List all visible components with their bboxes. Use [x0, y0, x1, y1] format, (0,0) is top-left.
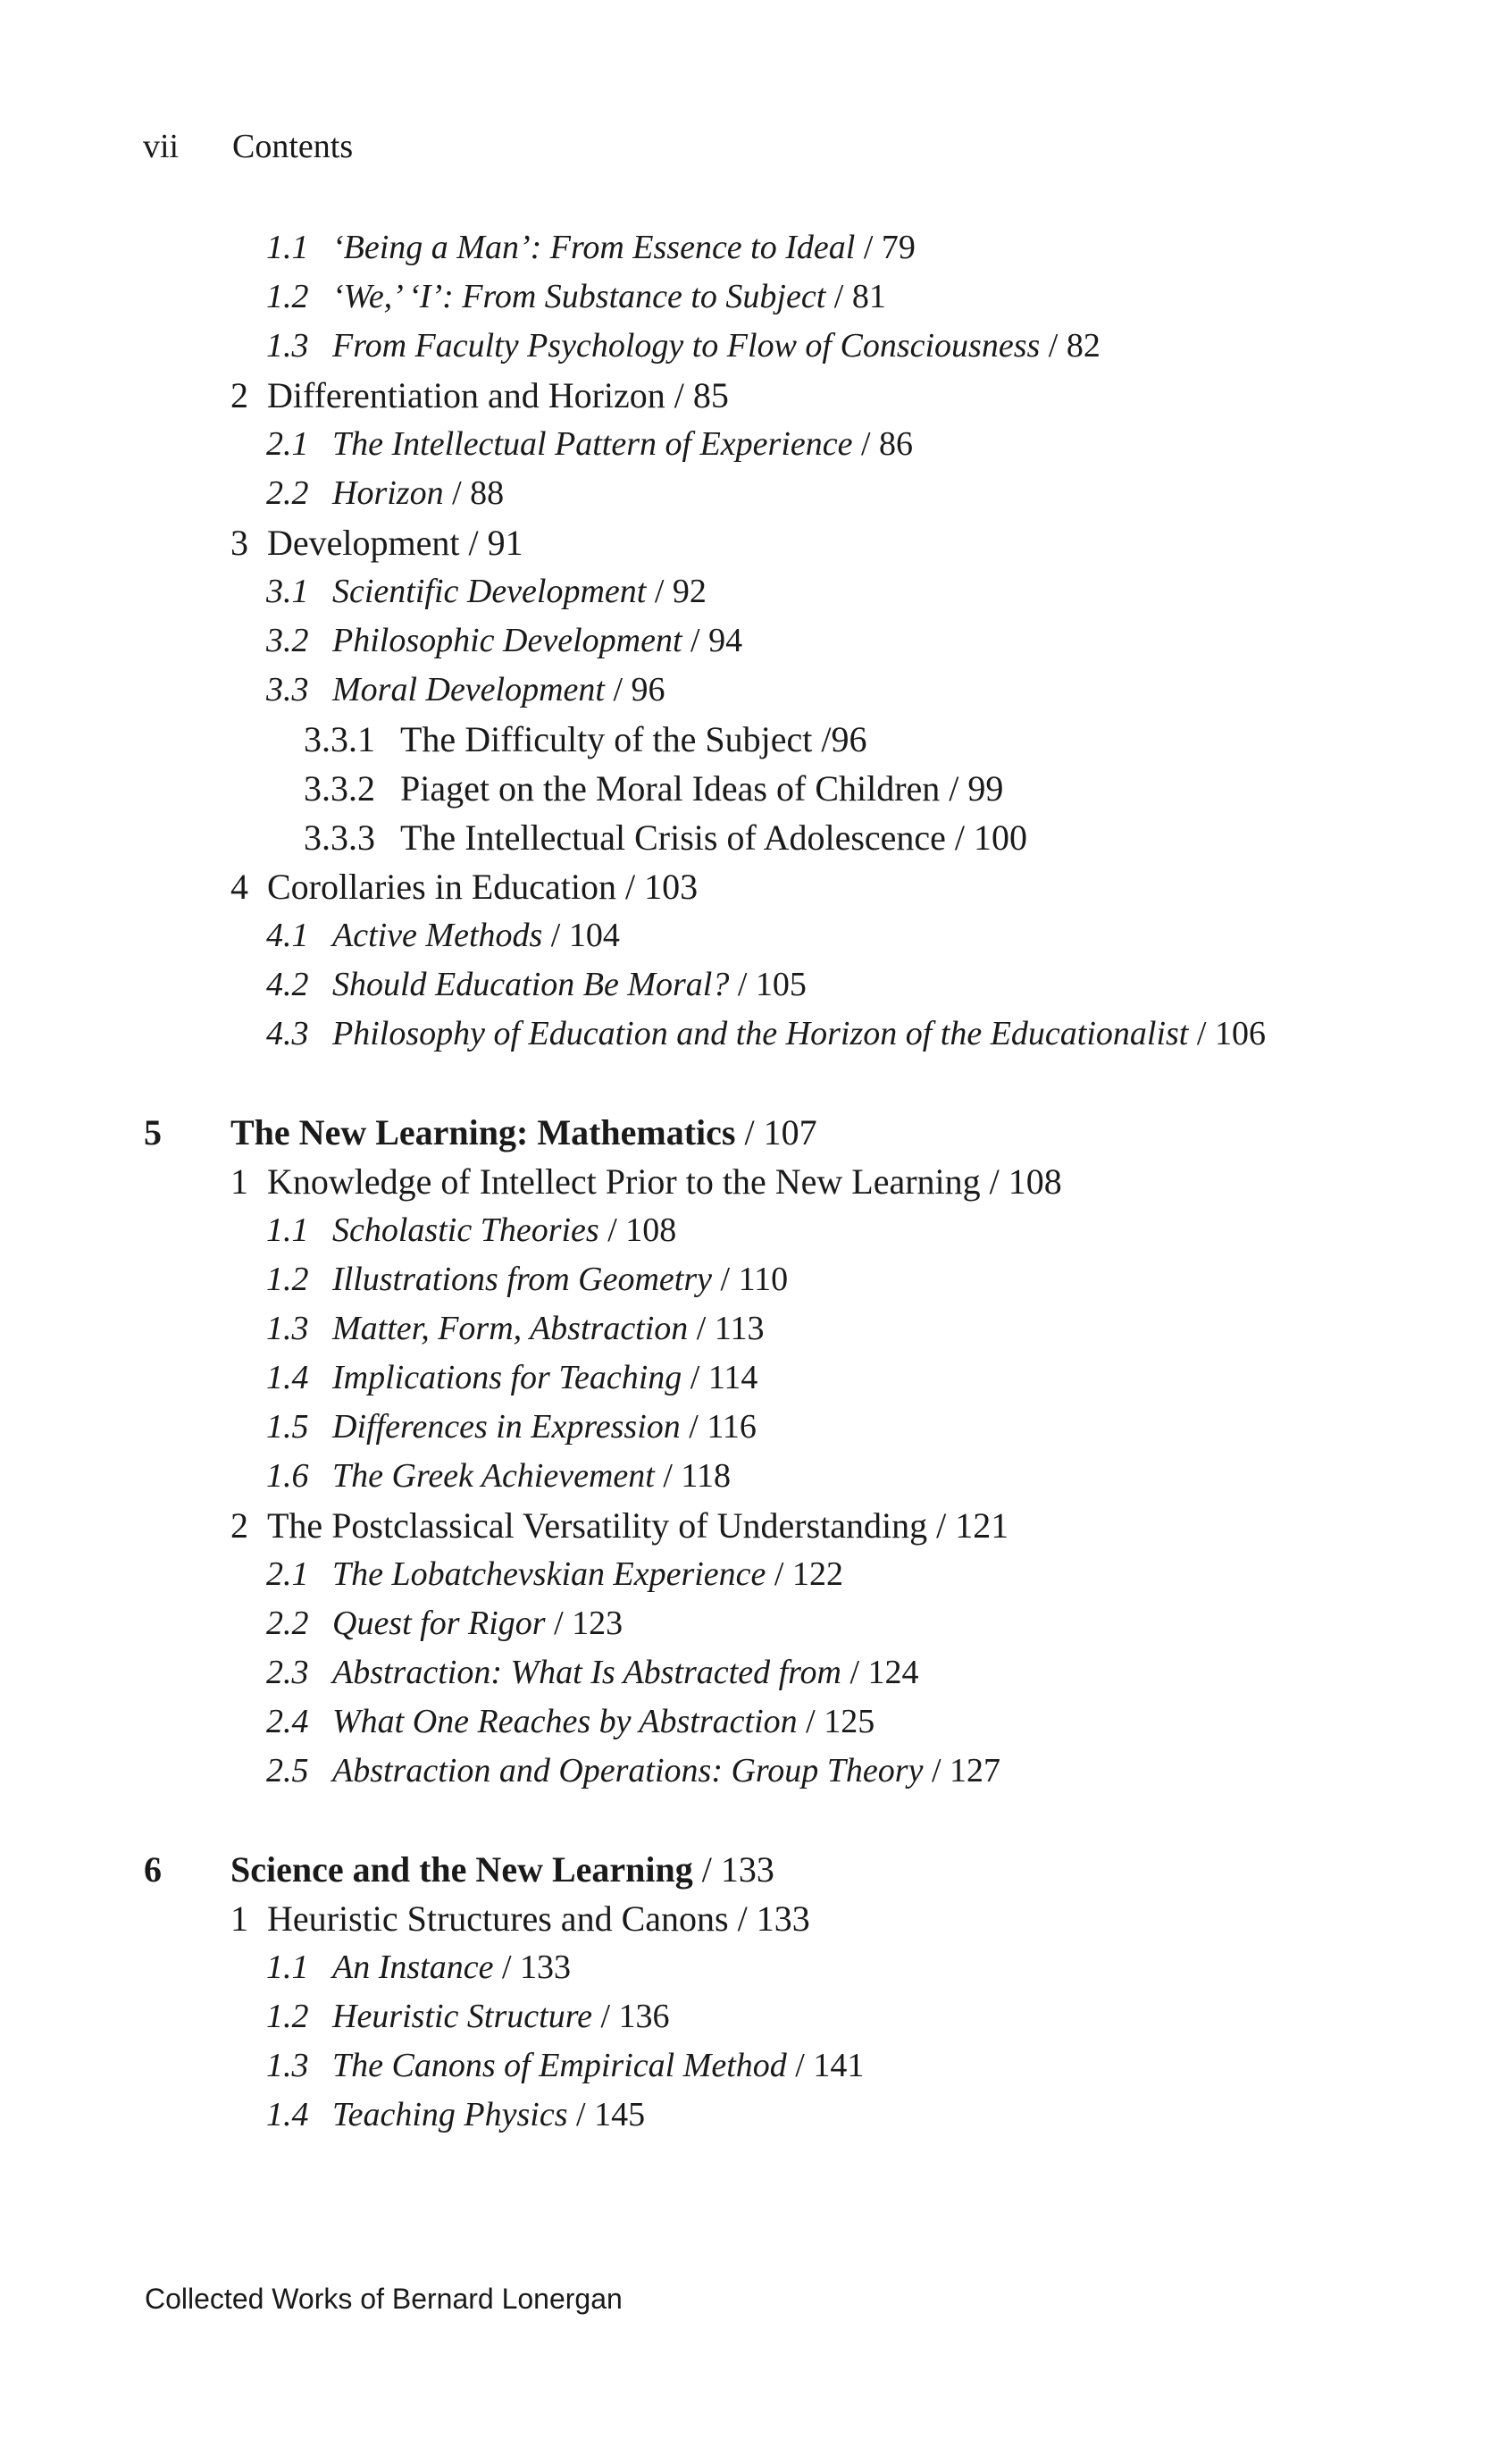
- toc-section-number: 1: [230, 1898, 248, 1939]
- toc-entry-number: 2.5: [266, 1752, 309, 1789]
- toc-ch5-entry-2-4: 2.4 What One Reaches by Abstraction / 125: [266, 1703, 875, 1740]
- toc-entry-number: 1.3: [266, 327, 309, 365]
- toc-entry-page: 123: [572, 1605, 623, 1642]
- toc-entry-page: 82: [1066, 327, 1100, 365]
- toc-ch5-entry-1-1: 1.1 Scholastic Theories / 108: [266, 1211, 677, 1249]
- toc-entry-title: An Instance: [332, 1949, 494, 1986]
- toc-section-title: Differentiation and Horizon: [267, 375, 665, 415]
- toc-entry-page: 106: [1214, 1015, 1266, 1052]
- toc-ch5-entry-1-2: 1.2 Illustrations from Geometry / 110: [266, 1261, 789, 1298]
- toc-entry-page: 105: [755, 966, 807, 1003]
- toc-entry-page: 88: [470, 474, 505, 512]
- toc-entry-number: 1.4: [266, 1359, 309, 1396]
- toc-entry-1-1: 1.1 ‘Being a Man’: From Essence to Ideal / 79: [266, 229, 916, 266]
- toc-entry-number: 1.3: [266, 2047, 309, 2084]
- toc-section-title: The Postclassical Versatility of Understanding: [267, 1505, 928, 1546]
- toc-entry-3-3-2: [304, 768, 1004, 809]
- toc-entry-title: The Intellectual Pattern of Experience: [332, 425, 853, 463]
- toc-entry-title: Abstraction and Operations: Group Theory: [332, 1752, 924, 1789]
- toc-entry-title: What One Reaches by Abstraction: [332, 1703, 798, 1740]
- toc-ch5-section-1: 1 Knowledge of Intellect Prior to the New Learning / 108: [230, 1161, 1062, 1202]
- toc-entry-number: 1.2: [266, 1998, 309, 2035]
- toc-ch5-section-2: 2 The Postclassical Versatility of Understanding / 121: [230, 1505, 1009, 1546]
- toc-entry-4-3: 4.3 Philosophy of Education and the Horizon of the Educationalist / 106: [266, 1015, 1266, 1052]
- toc-entry-number: 3.1: [266, 573, 309, 610]
- toc-entry-page: 116: [707, 1408, 757, 1446]
- toc-section-page: 85: [692, 375, 729, 415]
- toc-entry-number: 2.2: [266, 474, 309, 512]
- toc-entry-number: 1.4: [266, 2096, 309, 2133]
- toc-entry-number: 4.3: [266, 1015, 309, 1052]
- running-head-title: Contents: [232, 128, 354, 165]
- toc-entry-page: 145: [594, 2096, 646, 2133]
- toc-section-number: 1: [230, 1161, 248, 1202]
- toc-entry-number: 2.2: [266, 1605, 309, 1642]
- toc-entry-number: 1.5: [266, 1408, 309, 1446]
- toc-entry-3-1: 3.1 Scientific Development / 92: [266, 573, 707, 610]
- toc-entry-title: The Canons of Empirical Method: [332, 2047, 787, 2084]
- chapter-number: 6: [144, 1849, 162, 1890]
- toc-ch5-entry-1-5: 1.5 Differences in Expression / 116: [266, 1408, 757, 1446]
- toc-entry-page: / 100: [954, 817, 1028, 858]
- toc-entry-number: 1.3: [266, 1310, 309, 1347]
- toc-section-number: 2: [230, 1505, 248, 1546]
- chapter-number: 5: [144, 1112, 162, 1152]
- toc-entry-page: 122: [791, 1555, 843, 1593]
- toc-entry-number: 2.4: [266, 1703, 309, 1740]
- toc-entry-number: 3.2: [266, 622, 309, 659]
- toc-entry-3-2: 3.2 Philosophic Development / 94: [266, 622, 743, 659]
- toc-entry-3-3: 3.3 Moral Development / 96: [266, 671, 665, 708]
- toc-entry-number: 3.3.3: [304, 817, 375, 858]
- toc-entry-2-2: 2.2 Horizon / 88: [266, 474, 505, 512]
- toc-entry-page: 110: [738, 1261, 789, 1298]
- toc-entry-page: /96: [821, 719, 867, 759]
- toc-entry-number: 1.2: [266, 278, 309, 315]
- toc-section-title: Corollaries in Education: [267, 867, 617, 907]
- toc-entry-title: Quest for Rigor: [332, 1605, 546, 1642]
- toc-entry-page: 133: [520, 1949, 572, 1986]
- toc-entry-title: Heuristic Structure: [332, 1998, 592, 2035]
- toc-ch5-entry-2-1: 2.1 The Lobatchevskian Experience / 122: [266, 1555, 843, 1593]
- toc-ch5-entry-1-3: 1.3 Matter, Form, Abstraction / 113: [266, 1310, 765, 1347]
- toc-entry-number: 1.2: [266, 1261, 309, 1298]
- toc-chapter-5: 5 The New Learning: Mathematics / 107: [144, 1112, 817, 1152]
- chapter-title: The New Learning: Mathematics: [230, 1112, 736, 1152]
- toc-entry-title: Differences in Expression: [332, 1408, 681, 1446]
- toc-ch6-entry-1-1: 1.1 An Instance / 133: [266, 1949, 572, 1986]
- toc-entry-page: 79: [881, 229, 916, 266]
- toc-entry-page: 114: [707, 1359, 758, 1396]
- toc-entry-page: 124: [867, 1654, 919, 1691]
- toc-ch6-entry-1-3: 1.3 The Canons of Empirical Method / 141: [266, 2047, 865, 2084]
- toc-entry-title: ‘Being a Man’: From Essence to Ideal: [332, 229, 856, 266]
- toc-section-number: 3: [230, 523, 248, 563]
- toc-entry-title: The Difficulty of the Subject: [400, 719, 813, 759]
- toc-entry-page: 92: [672, 573, 707, 610]
- toc-entry-title: Implications for Teaching: [332, 1359, 682, 1396]
- toc-section-number: 2: [230, 375, 248, 415]
- toc-entry-title: From Faculty Psychology to Flow of Consciousness: [332, 327, 1041, 365]
- toc-entry-1-2: 1.2 ‘We,’ ‘I’: From Substance to Subject / 81: [266, 278, 886, 315]
- toc-entry-title: The Greek Achievement: [332, 1457, 655, 1495]
- toc-section-number: 4: [230, 867, 248, 907]
- page-folio: vii: [143, 128, 180, 165]
- toc-ch5-entry-2-3: 2.3 Abstraction: What Is Abstracted from / 124: [266, 1654, 919, 1691]
- toc-entry-title: Piaget on the Moral Ideas of Children: [400, 768, 941, 809]
- toc-entry-3-3-3: [304, 817, 1028, 858]
- toc-entry-page: / 99: [949, 768, 1004, 809]
- toc-entry-title: Scientific Development: [332, 573, 647, 610]
- chapter-page: 107: [763, 1112, 817, 1152]
- toc-entry-page: 96: [631, 671, 665, 708]
- toc-entry-title: Moral Development: [332, 671, 605, 708]
- toc-entry-page: 141: [813, 2047, 865, 2084]
- toc-entry-title: The Intellectual Crisis of Adolescence: [400, 817, 946, 858]
- toc-section-page: 133: [756, 1898, 810, 1939]
- toc-entry-page: 125: [824, 1703, 875, 1740]
- toc-entry-page: 118: [681, 1457, 731, 1495]
- chapter-title: Science and the New Learning: [230, 1849, 693, 1890]
- toc-entry-page: 81: [851, 278, 886, 315]
- toc-chapter-6: 6 Science and the New Learning / 133: [144, 1849, 774, 1890]
- toc-entry-2-1: 2.1 The Intellectual Pattern of Experience / 86: [266, 425, 914, 463]
- toc-entry-3-3-1: [304, 719, 867, 759]
- toc-entry-1-3: 1.3 From Faculty Psychology to Flow of Consciousness / 82: [266, 327, 1100, 365]
- toc-entry-page: 136: [618, 1998, 670, 2035]
- toc-entry-title: The Lobatchevskian Experience: [332, 1555, 766, 1593]
- toc-ch5-entry-2-2: 2.2 Quest for Rigor / 123: [266, 1605, 623, 1642]
- toc-entry-page: 113: [714, 1310, 765, 1347]
- toc-entry-title: Illustrations from Geometry: [332, 1261, 713, 1298]
- toc-section-page: 121: [955, 1505, 1009, 1546]
- toc-ch6-section-1: 1 Heuristic Structures and Canons / 133: [230, 1898, 810, 1939]
- toc-entry-page: 104: [568, 917, 620, 954]
- toc-ch5-entry-2-5: 2.5 Abstraction and Operations: Group Theory / 127: [266, 1752, 1001, 1789]
- toc-ch5-entry-1-4: 1.4 Implications for Teaching / 114: [266, 1359, 758, 1396]
- toc-section-4: 4 Corollaries in Education / 103: [230, 867, 699, 907]
- toc-section-3: 3 Development / 91: [230, 523, 523, 563]
- toc-entry-title: Horizon: [332, 474, 444, 512]
- toc-entry-title: Philosophic Development: [332, 622, 682, 659]
- toc-entry-number: 1.6: [266, 1457, 309, 1495]
- toc-section-page: 91: [487, 523, 523, 563]
- toc-entry-title: Philosophy of Education and the Horizon of the Educationalist: [332, 1015, 1189, 1052]
- toc-entry-number: 3.3.2: [304, 768, 375, 809]
- toc-section-title: Development: [267, 523, 460, 563]
- toc-entry-page: 94: [708, 622, 743, 659]
- toc-entry-number: 3.3: [266, 671, 309, 708]
- chapter-page: 133: [720, 1849, 774, 1890]
- toc-entry-page: 127: [950, 1752, 1001, 1789]
- toc-entry-number: 2.1: [266, 1555, 309, 1593]
- toc-section-2: 2 Differentiation and Horizon / 85: [230, 375, 729, 415]
- toc-section-title: Heuristic Structures and Canons: [267, 1898, 729, 1939]
- footer-series-title: Collected Works of Bernard Lonergan: [145, 2283, 623, 2315]
- toc-entry-title: Scholastic Theories: [332, 1211, 599, 1249]
- toc-entry-page: 108: [625, 1211, 677, 1249]
- toc-entry-title: Active Methods: [332, 917, 543, 954]
- toc-entry-number: 4.2: [266, 966, 309, 1003]
- toc-entry-page: 86: [879, 425, 914, 463]
- toc-section-title: Knowledge of Intellect Prior to the New Learning: [267, 1161, 981, 1202]
- toc-entry-title: Matter, Form, Abstraction: [332, 1310, 689, 1347]
- toc-ch5-entry-1-6: 1.6 The Greek Achievement / 118: [266, 1457, 731, 1495]
- toc-ch6-entry-1-2: 1.2 Heuristic Structure / 136: [266, 1998, 670, 2035]
- toc-entry-number: 1.1: [266, 1211, 309, 1249]
- toc-entry-number: 1.1: [266, 1949, 309, 1986]
- toc-entry-number: 4.1: [266, 917, 309, 954]
- toc-entry-number: 1.1: [266, 229, 309, 266]
- toc-entry-4-1: 4.1 Active Methods / 104: [266, 917, 620, 954]
- toc-entry-title: Abstraction: What Is Abstracted from: [332, 1654, 841, 1691]
- toc-entry-title: Should Education Be Moral?: [332, 966, 730, 1003]
- toc-section-page: 108: [1008, 1161, 1062, 1202]
- toc-entry-number: 2.3: [266, 1654, 309, 1691]
- toc-entry-number: 2.1: [266, 425, 309, 463]
- toc-ch6-entry-1-4: 1.4 Teaching Physics / 145: [266, 2096, 646, 2133]
- toc-section-page: 103: [644, 867, 699, 907]
- toc-entry-number: 3.3.1: [304, 719, 375, 759]
- toc-entry-title: Teaching Physics: [332, 2096, 568, 2133]
- toc-entry-title: ‘We,’ ‘I’: From Substance to Subject: [332, 278, 826, 315]
- toc-entry-4-2: 4.2 Should Education Be Moral? / 105: [266, 966, 807, 1003]
